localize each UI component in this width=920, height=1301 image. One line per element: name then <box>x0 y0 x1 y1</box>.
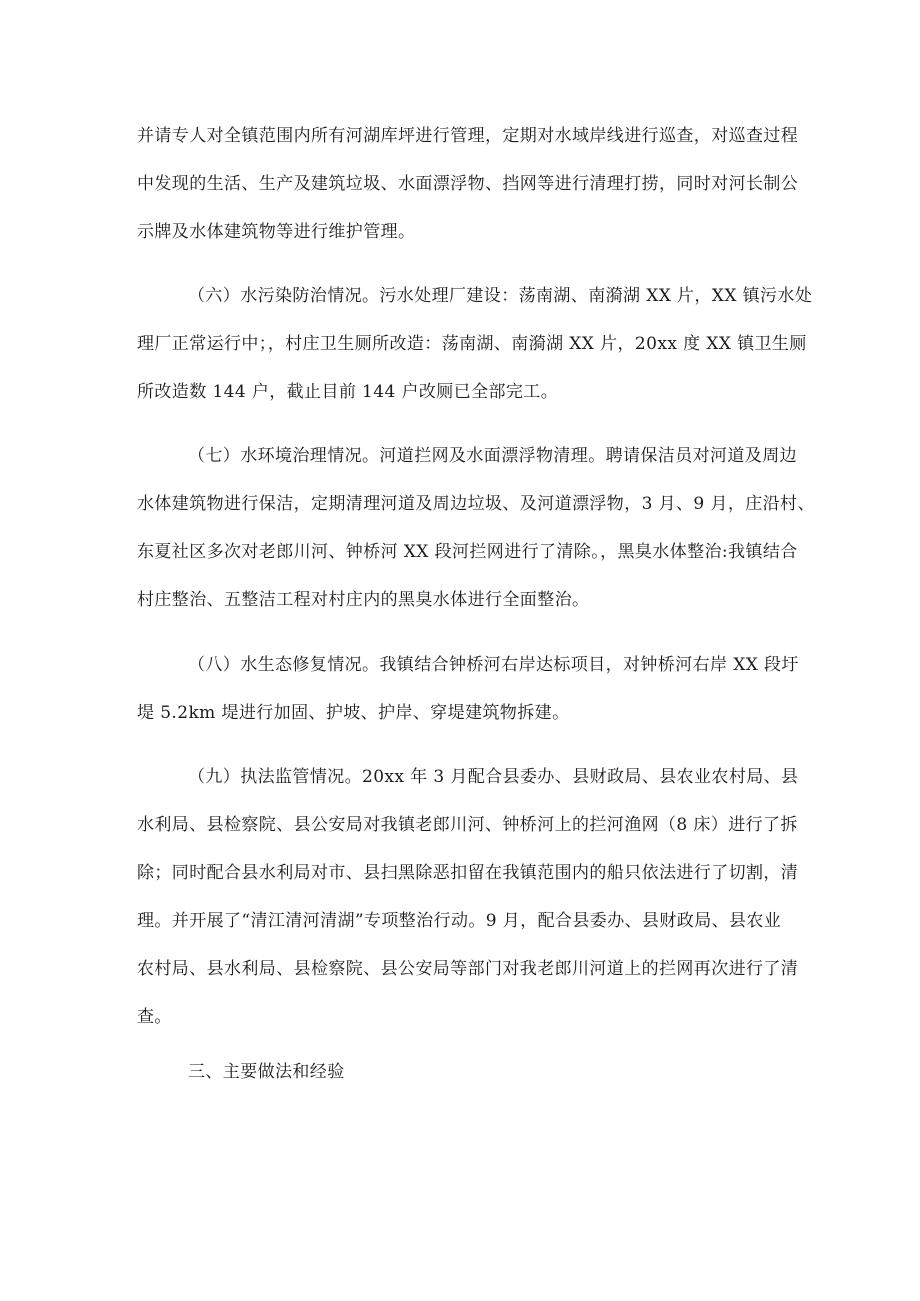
text-line: （九）执法监管情况。20xx 年 3 月配合县委办、县财政局、县农业农村局、县 <box>188 767 799 787</box>
text-line: 水利局、县检察院、县公安局对我镇老郎川河、钟桥河上的拦河渔网（8 床）进行了拆 <box>137 815 798 835</box>
text-line: 示牌及水体建筑物等进行维护管理。 <box>137 222 416 242</box>
section-heading: 三、主要做法和经验 <box>188 1062 345 1082</box>
text-line: （六）水污染防治情况。污水处理厂建设：荡南湖、南漪湖 XX 片，XX 镇污水处 <box>188 286 813 306</box>
text-line: 水体建筑物进行保洁，定期清理河道及周边垃圾、及河道漂浮物，3 月、9 月，庄沿村、 <box>137 494 815 514</box>
text-line: 中发现的生活、生产及建筑垃圾、水面漂浮物、挡网等进行清理打捞，同时对河长制公 <box>137 174 799 194</box>
text-line: 理。并开展了“清江清河清湖”专项整治行动。9 月，配合县委办、县财政局、县农业 <box>137 911 782 931</box>
text-line: 所改造数 144 户，截止目前 144 户改厕已全部完工。 <box>137 382 559 402</box>
text-line: 农村局、县水利局、县检察院、县公安局等部门对我老郎川河道上的拦网再次进行了清 <box>137 959 799 979</box>
text-line: 村庄整治、五整洁工程对村庄内的黑臭水体进行全面整治。 <box>137 590 590 610</box>
text-line: 查。 <box>137 1007 172 1027</box>
text-line: 并请专人对全镇范围内所有河湖库坪进行管理，定期对水域岸线进行巡查，对巡查过程 <box>137 126 799 146</box>
text-line: （七）水环境治理情况。河道拦网及水面漂浮物清理。聘请保洁员对河道及周边 <box>188 446 797 466</box>
text-line: （八）水生态修复情况。我镇结合钟桥河右岸达标项目，对钟桥河右岸 XX 段圩 <box>188 655 799 675</box>
text-line: 东夏社区多次对老郎川河、钟桥河 XX 段河拦网进行了清除。，黑臭水体整治:我镇结合 <box>137 542 798 562</box>
text-line: 除；同时配合县水利局对市、县扫黑除恶扣留在我镇范围内的船只依法进行了切割，清 <box>137 863 799 883</box>
text-line: 堤 5.2km 堤进行加固、护坡、护岸、穿堤建筑物拆建。 <box>137 703 570 723</box>
text-line: 理厂正常运行中；，村庄卫生厕所改造：荡南湖、南漪湖 XX 片，20xx 度 XX 镇卫生厕 <box>137 334 807 354</box>
